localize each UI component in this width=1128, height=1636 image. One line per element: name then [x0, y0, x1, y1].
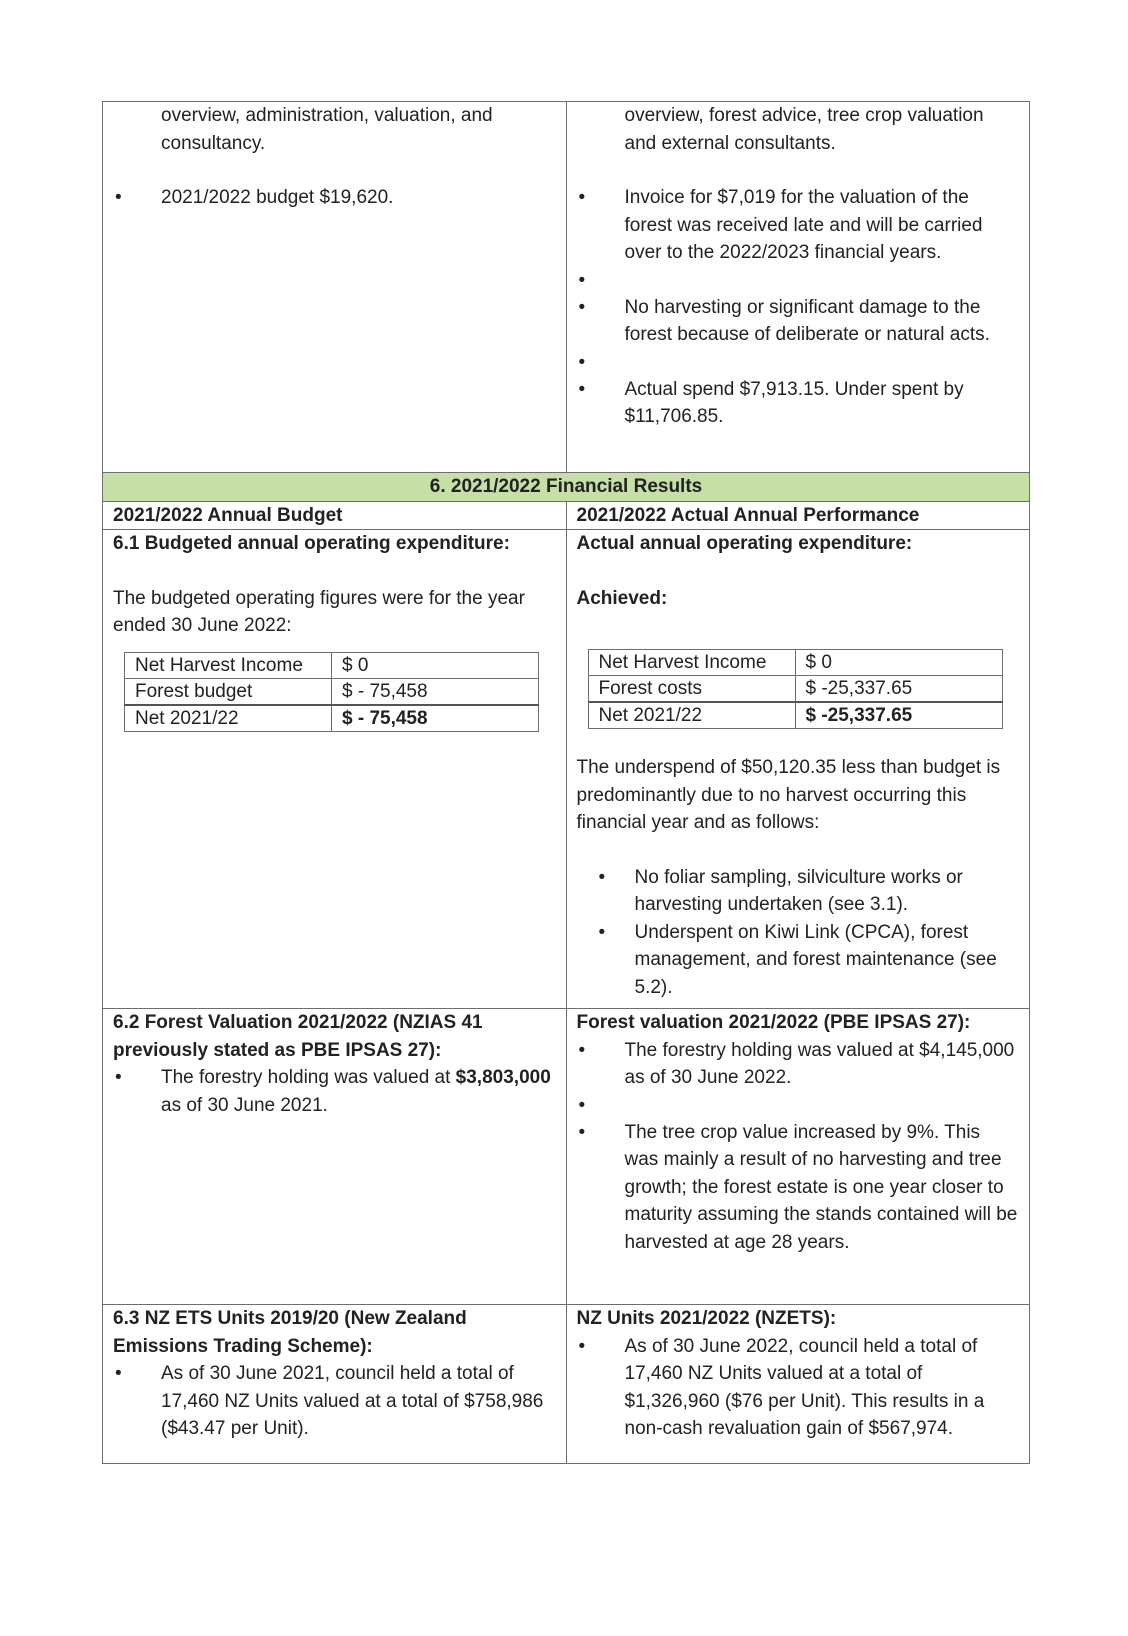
underspend-text: The underspend of $50,120.35 less than budget is predominantly due to no harvest occurring this financial year and as follows: — [576, 757, 1001, 833]
list-item: • No foliar sampling, silviculture works or harvesting undertaken (see 3.1). — [577, 864, 1020, 919]
list-item: • Underspent on Kiwi Link (CPCA), forest management, and forest maintenance (see 5.2). — [577, 919, 1020, 1002]
table-cell: Net 2021/22 — [125, 705, 332, 732]
list-item: • Invoice for $7,019 for the valuation of the forest was received late and will be carried over to the 2022/2023 financial years. — [577, 184, 1020, 267]
column-header-left: 2021/2022 Annual Budget — [103, 501, 567, 530]
section-6-3-row — [103, 1305, 1030, 1464]
table-row — [588, 676, 1002, 703]
table-row — [125, 652, 539, 678]
table-row — [125, 705, 539, 732]
table-cell: Net 2021/22 — [588, 702, 795, 729]
list-item: • The forestry holding was valued at $4,145,000 as of 30 June 2022. — [577, 1037, 1020, 1092]
table-cell: Forest budget — [125, 678, 332, 705]
section-title-row — [103, 473, 1030, 502]
table-row — [588, 702, 1002, 729]
section-6-3-right-bullets — [577, 1333, 1020, 1443]
section-6-1-left-cell — [103, 530, 567, 1009]
forest-valuation-heading: Forest valuation 2021/2022 (PBE IPSAS 27): — [576, 1012, 971, 1033]
table-cell: $ -25,337.65 — [795, 702, 1002, 729]
section-6-1-heading: 6.1 Budgeted annual operating expenditure: — [113, 533, 510, 554]
list-item: • 2021/2022 budget $19,620. — [113, 184, 556, 212]
section-6-1-intro: The budgeted operating figures were for the year ended 30 June 2022: — [113, 587, 525, 636]
column-header-right: 2021/2022 Actual Annual Performance — [566, 501, 1030, 530]
table-cell: $ 0 — [332, 652, 539, 678]
section-title: 6. 2021/2022 Financial Results — [103, 473, 1030, 502]
financial-results-table — [102, 101, 1030, 1464]
bullet-value: $3,803,000 — [455, 1067, 551, 1088]
achieved-label: Achieved: — [576, 587, 668, 609]
nz-units-heading: NZ Units 2021/2022 (NZETS): — [576, 1308, 837, 1329]
section-6-2-left-bullets — [113, 1064, 556, 1119]
section-6-2-right-bullets — [577, 1037, 1020, 1257]
table-row — [588, 650, 1002, 676]
table-cell: $ -25,337.65 — [795, 676, 1002, 703]
continuation-right-text: overview, forest advice, tree crop valuation and external consultants. — [624, 105, 984, 154]
table-cell: Net Harvest Income — [588, 650, 795, 676]
list-item — [113, 1064, 556, 1119]
list-item: • Actual spend $7,913.15. Under spent by $11,706.85. — [577, 376, 1020, 431]
continuation-right-cell — [566, 102, 1030, 473]
continuation-left-text: overview, administration, valuation, and consultancy. — [161, 105, 493, 154]
table-cell: Forest costs — [588, 676, 795, 703]
table-cell: $ 0 — [795, 650, 1002, 676]
section-6-2-left-cell — [103, 1009, 567, 1305]
actual-table — [588, 649, 1003, 729]
column-header-row — [103, 501, 1030, 530]
list-item: • As of 30 June 2021, council held a total of 17,460 NZ Units valued at a total of $758,986 ($43.47 per Unit). — [113, 1360, 556, 1443]
section-6-2-right-cell — [566, 1009, 1030, 1305]
table-cell: $ - 75,458 — [332, 678, 539, 705]
list-item: • As of 30 June 2022, council held a total of 17,460 NZ Units valued at a total of $1,326,960 ($76 per Unit). This results in a non-cash revaluation gain of $567,974. — [577, 1333, 1020, 1443]
continuation-row — [103, 102, 1030, 473]
bullet-text: as of 30 June 2021. — [161, 1094, 328, 1116]
list-item: • No harvesting or significant damage to the forest because of deliberate or natural acts. — [577, 294, 1020, 349]
section-6-3-left-cell — [103, 1305, 567, 1464]
section-6-2-heading: 6.2 Forest Valuation 2021/2022 (NZIAS 41 previously stated as PBE IPSAS 27): — [113, 1012, 483, 1061]
budget-table — [124, 652, 539, 732]
table-cell: $ - 75,458 — [332, 705, 539, 732]
section-6-3-left-bullets — [113, 1360, 556, 1443]
section-6-3-heading: 6.3 NZ ETS Units 2019/20 (New Zealand Emissions Trading Scheme): — [113, 1308, 467, 1357]
bullet-text: The forestry holding was valued at — [161, 1067, 456, 1088]
underspend-bullets — [577, 864, 1020, 1002]
list-item: • The tree crop value increased by 9%. This was mainly a result of no harvesting and tree growth; the forest estate is one year closer to maturity assuming the stands contained will be harvested at age 28 years. — [577, 1119, 1020, 1257]
continuation-left-cell — [103, 102, 567, 473]
section-6-1-right-cell — [566, 530, 1030, 1009]
section-6-1-row — [103, 530, 1030, 1009]
actual-expenditure-heading: Actual annual operating expenditure: — [576, 533, 913, 554]
continuation-right-bullets — [577, 184, 1020, 431]
continuation-left-bullets — [113, 184, 556, 212]
table-cell: Net Harvest Income — [125, 652, 332, 678]
section-6-2-row — [103, 1009, 1030, 1305]
table-row — [125, 678, 539, 705]
section-6-3-right-cell — [566, 1305, 1030, 1464]
